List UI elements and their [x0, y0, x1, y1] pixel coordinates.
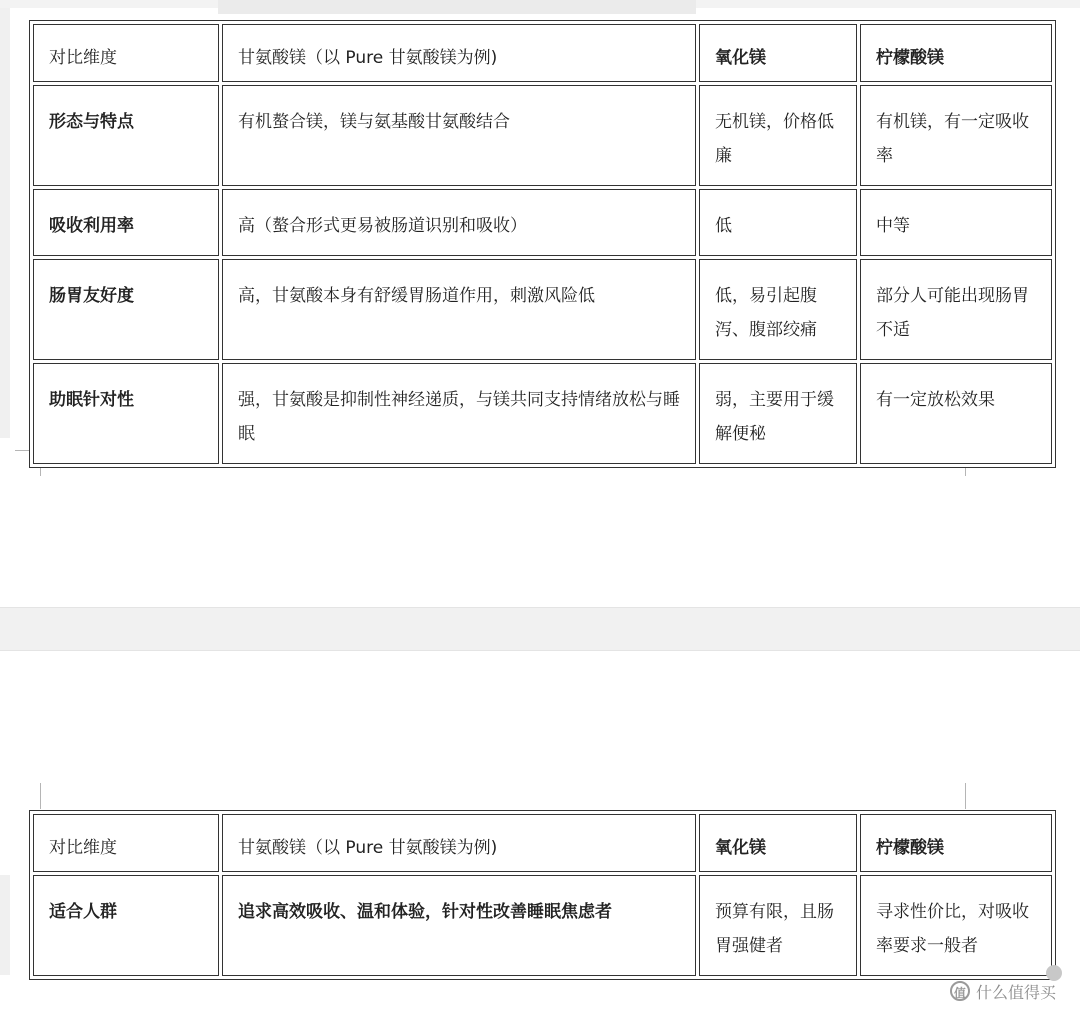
row-label: 形态与特点	[33, 85, 219, 186]
table-header-row	[33, 24, 1052, 82]
watermark-text: 什么值得买	[976, 982, 1057, 1002]
header-cell: 氧化镁	[699, 814, 857, 872]
header-cell: 对比维度	[33, 24, 219, 82]
header-cell: 甘氨酸镁（以 Pure 甘氨酸镁为例)	[222, 24, 696, 82]
left-gutter-page-1	[0, 8, 10, 438]
table-row	[33, 259, 1052, 360]
comparison-table-2	[29, 810, 1056, 980]
table-cell: 有机螯合镁，镁与氨基酸甘氨酸结合	[222, 85, 696, 186]
table-cell: 弱，主要用于缓解便秘	[699, 363, 857, 464]
table-cell: 部分人可能出现肠胃不适	[860, 259, 1052, 360]
row-label: 肠胃友好度	[33, 259, 219, 360]
table-cell: 低，易引起腹泻、腹部绞痛	[699, 259, 857, 360]
smzdm-logo-icon: 值	[950, 981, 970, 1001]
table-cell: 高，甘氨酸本身有舒缓胃肠道作用，刺激风险低	[222, 259, 696, 360]
table-cell: 寻求性价比，对吸收率要求一般者	[860, 875, 1052, 976]
table-row	[33, 85, 1052, 186]
header-cell: 柠檬酸镁	[860, 24, 1052, 82]
header-cell: 柠檬酸镁	[860, 814, 1052, 872]
table-row	[33, 875, 1052, 976]
margin-mark	[965, 783, 966, 809]
header-cell: 甘氨酸镁（以 Pure 甘氨酸镁为例)	[222, 814, 696, 872]
table-cell: 有机镁，有一定吸收率	[860, 85, 1052, 186]
table-cell: 低	[699, 189, 857, 256]
table-header-row	[33, 814, 1052, 872]
page-separator	[0, 607, 1080, 651]
row-label: 适合人群	[33, 875, 219, 976]
table-cell: 有一定放松效果	[860, 363, 1052, 464]
header-cell: 对比维度	[33, 814, 219, 872]
comparison-table-1	[29, 20, 1056, 468]
table-row	[33, 363, 1052, 464]
table-cell: 高（螯合形式更易被肠道识别和吸收）	[222, 189, 696, 256]
header-cell: 氧化镁	[699, 24, 857, 82]
table-cell: 预算有限，且肠胃强健者	[699, 875, 857, 976]
table-cell: 无机镁，价格低廉	[699, 85, 857, 186]
table-cell: 中等	[860, 189, 1052, 256]
margin-mark	[40, 783, 41, 809]
row-label: 助眠针对性	[33, 363, 219, 464]
left-gutter-page-2	[0, 875, 10, 975]
row-label: 吸收利用率	[33, 189, 219, 256]
table-cell: 强，甘氨酸是抑制性神经递质，与镁共同支持情绪放松与睡眠	[222, 363, 696, 464]
top-strip-highlight	[218, 0, 696, 14]
table-row	[33, 189, 1052, 256]
watermark	[950, 977, 1056, 1005]
table-cell: 追求高效吸收、温和体验，针对性改善睡眠焦虑者	[222, 875, 696, 976]
